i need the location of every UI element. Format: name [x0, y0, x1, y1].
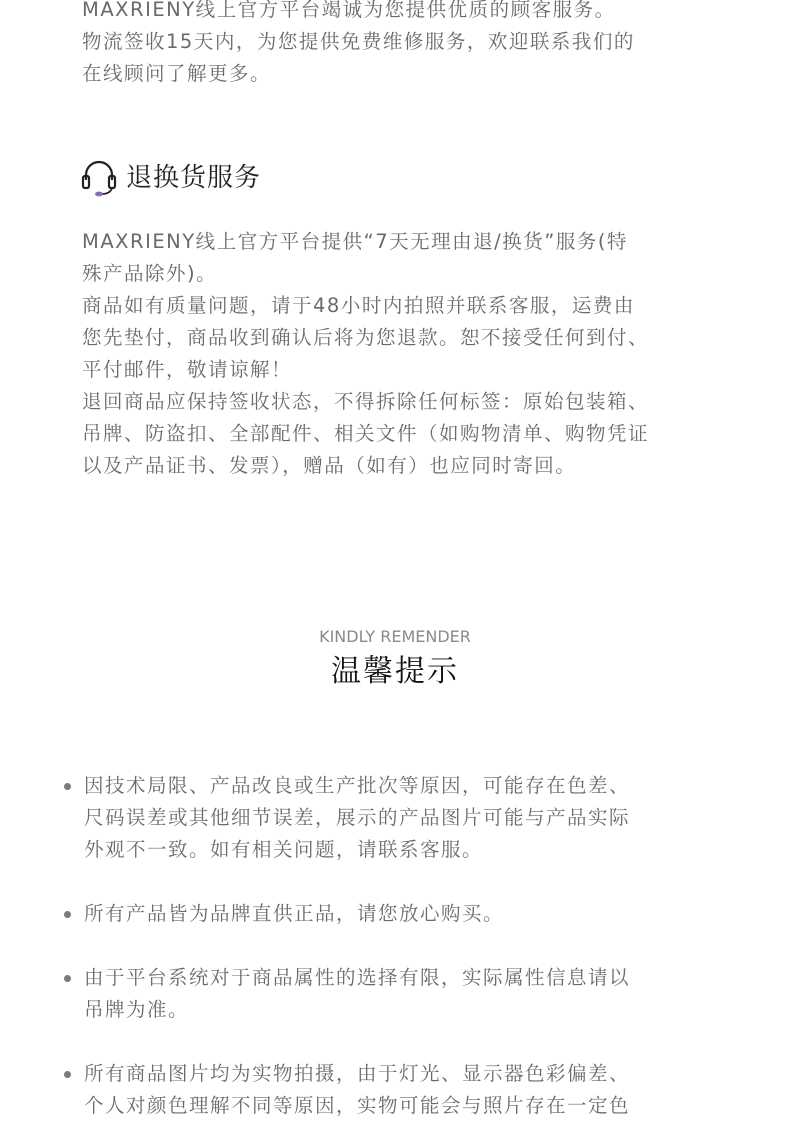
reminder-title: 温馨提示 [331, 654, 459, 689]
bullet-icon [64, 783, 71, 790]
list-item [62, 770, 742, 866]
tip-line: 由于平台系统对于商品属性的选择有限，实际属性信息请以 [84, 966, 631, 989]
return-line: 以及产品证书、发票），赠品（如有）也应同时寄回。 [82, 454, 577, 477]
return-line: 您先垫付，商品收到确认后将为您退款。恕不接受任何到付、 [82, 326, 650, 349]
return-line: 吊牌、防盗扣、全部配件、相关文件（如购物清单、购物凭证 [82, 422, 650, 445]
tip-line: 因技术局限、产品改良或生产批次等原因，可能存在色差、 [84, 774, 631, 797]
headset-icon [80, 158, 118, 198]
list-item [62, 962, 742, 1026]
intro-paragraph [82, 0, 714, 90]
list-item [62, 898, 742, 930]
intro-line: 在线顾问了解更多。 [82, 62, 272, 85]
return-line: 平付邮件，敬请谅解！ [82, 358, 293, 381]
return-line: 殊产品除外)。 [82, 262, 218, 285]
tip-line: 吊牌为准。 [84, 998, 190, 1021]
return-line: 退回商品应保持签收状态，不得拆除任何标签：原始包装箱、 [82, 390, 650, 413]
intro-line: 物流签收15天内，为您提供免费维修服务，欢迎联系我们的 [82, 30, 635, 53]
bullet-icon [64, 1071, 71, 1078]
bullet-icon [64, 975, 71, 982]
tip-line: 所有产品皆为品牌直供正品，请您放心购买。 [84, 902, 505, 925]
reminder-eyebrow: KINDLY REMENDER [319, 627, 471, 646]
return-line: 商品如有质量问题，请于48小时内拍照并联系客服，运费由 [82, 294, 635, 317]
tip-line: 个人对颜色理解不同等原因，实物可能会与照片存在一定色 [84, 1094, 631, 1117]
return-section-heading [80, 158, 261, 198]
intro-line: MAXRIENY线上官方平台竭诚为您提供优质的顾客服务。 [82, 0, 616, 21]
tip-line: 所有商品图片均为实物拍摄，由于灯光、显示器色彩偏差、 [84, 1062, 631, 1085]
return-line: MAXRIENY线上官方平台提供“7天无理由退/换货”服务(特 [82, 230, 628, 253]
return-section-title: 退换货服务 [126, 163, 262, 193]
tip-line: 尺码误差或其他细节误差，展示的产品图片可能与产品实际 [84, 806, 631, 829]
list-item [62, 1058, 742, 1122]
bullet-icon [64, 911, 71, 918]
reminder-tips-list [62, 770, 742, 1122]
tip-line: 外观不一致。如有相关问题，请联系客服。 [84, 838, 484, 861]
return-section-body [82, 226, 714, 482]
